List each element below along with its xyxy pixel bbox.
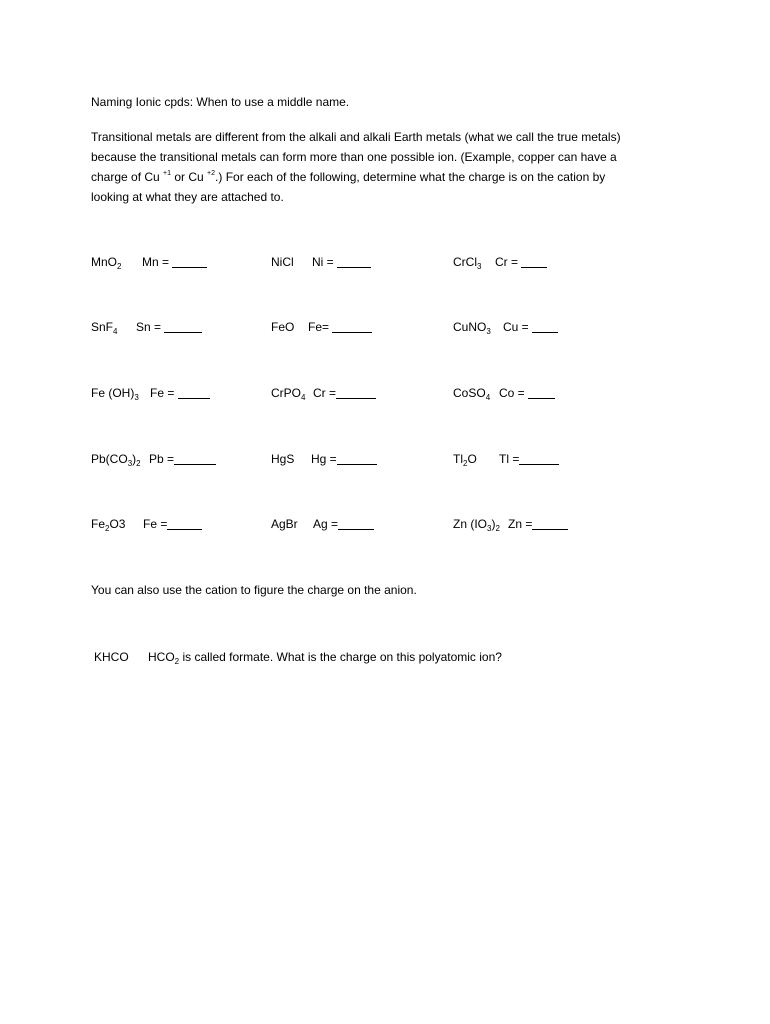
compound-formula xyxy=(453,320,503,334)
formula-text: HgS xyxy=(271,452,295,466)
answer-blank[interactable] xyxy=(519,452,559,465)
problem-item xyxy=(453,517,568,531)
formula-subscript: 3 xyxy=(487,524,492,533)
cation-prompt: Tl = xyxy=(499,452,520,466)
answer-blank[interactable] xyxy=(532,517,568,530)
question-text: is called formate. What is the charge on this polyatomic ion? xyxy=(179,650,502,664)
problem-item xyxy=(91,452,216,466)
problem-item xyxy=(271,386,376,400)
cation-prompt: Cr = xyxy=(495,255,519,269)
compound-formula xyxy=(91,255,142,269)
cation-prompt: Co = xyxy=(499,386,525,400)
formula-text: Zn (IO xyxy=(453,517,488,531)
formula-subscript: 2 xyxy=(174,657,180,666)
formula-text: AgBr xyxy=(271,517,298,531)
formula-text: CoSO xyxy=(453,386,486,400)
intro-text: or Cu xyxy=(171,170,208,184)
formula-text: CuNO xyxy=(453,320,487,334)
cation-prompt: Ag = xyxy=(313,517,339,531)
compound-formula xyxy=(91,452,149,466)
ion-formula: HCO xyxy=(148,650,175,664)
problem-item xyxy=(271,320,372,334)
formula-subscript: 3 xyxy=(134,393,139,402)
compound-formula xyxy=(91,517,143,531)
problem-item xyxy=(453,255,547,269)
compound-formula xyxy=(271,320,308,334)
answer-blank[interactable] xyxy=(172,255,207,268)
compound-formula xyxy=(271,517,313,531)
answer-blank[interactable] xyxy=(521,255,547,268)
cation-prompt: Pb = xyxy=(149,452,175,466)
problem-item xyxy=(453,320,558,334)
answer-blank[interactable] xyxy=(337,255,371,268)
cation-prompt: Mn = xyxy=(142,255,170,269)
intro-line xyxy=(91,167,691,187)
formula-subscript: 3 xyxy=(477,262,482,271)
compound-formula xyxy=(91,386,150,400)
cation-prompt: Fe = xyxy=(150,386,175,400)
formula-text: Pb(CO xyxy=(91,452,128,466)
formula-subscript: 3 xyxy=(486,327,491,336)
answer-blank[interactable] xyxy=(338,517,374,530)
formula-text: CrCl xyxy=(453,255,477,269)
formula-subscript: 2 xyxy=(495,524,500,533)
cation-prompt: Fe = xyxy=(143,517,168,531)
answer-blank[interactable] xyxy=(336,386,376,399)
formula-subscript: 3 xyxy=(127,459,133,468)
compound-formula xyxy=(453,452,499,466)
intro-line: because the transitional metals can form more than one possible ion. (Example, copper can have a xyxy=(91,150,617,164)
formula-subscript: 2 xyxy=(463,459,468,468)
compound-formula xyxy=(91,320,136,334)
anion-instruction: You can also use the cation to figure the charge on the anion. xyxy=(91,583,417,597)
charge-superscript: +2 xyxy=(207,170,216,177)
formate-question xyxy=(148,650,502,664)
problem-item xyxy=(271,517,374,531)
cation-prompt: Cu = xyxy=(503,320,529,334)
formula-text: Fe (OH) xyxy=(91,386,135,400)
problem-item xyxy=(91,320,202,334)
formula-subscript: 4 xyxy=(113,327,118,336)
formula-text: NiCl xyxy=(271,255,294,269)
formula-text: Fe xyxy=(91,517,106,531)
formula-text: ) xyxy=(132,452,137,466)
problem-item xyxy=(453,452,559,466)
compound-formula xyxy=(453,255,495,269)
intro-paragraph xyxy=(91,127,691,207)
compound-formula xyxy=(271,386,313,400)
cation-prompt: Fe= xyxy=(308,320,330,334)
answer-blank[interactable] xyxy=(174,452,216,465)
answer-blank[interactable] xyxy=(528,386,555,399)
answer-blank[interactable] xyxy=(332,320,372,333)
charge-superscript: +1 xyxy=(163,170,172,177)
formula-text: O xyxy=(467,452,477,466)
cation-prompt: Hg = xyxy=(311,452,337,466)
compound-khco: KHCO xyxy=(94,650,129,664)
answer-blank[interactable] xyxy=(164,320,202,333)
compound-formula xyxy=(453,386,499,400)
problem-item xyxy=(91,386,210,400)
cation-prompt: Ni = xyxy=(312,255,334,269)
problem-item xyxy=(91,255,207,269)
intro-line: looking at what they are attached to. xyxy=(91,190,284,204)
formula-text: ) xyxy=(491,517,496,531)
formula-subscript: 2 xyxy=(136,459,141,468)
intro-text: charge of Cu xyxy=(91,170,164,184)
formula-text: CrPO xyxy=(271,386,301,400)
formula-subscript: 2 xyxy=(117,262,122,271)
compound-formula xyxy=(271,452,311,466)
problem-item xyxy=(453,386,555,400)
problem-item xyxy=(91,517,202,531)
compound-formula xyxy=(271,255,312,269)
formula-text: O3 xyxy=(109,517,126,531)
formula-text: SnF xyxy=(91,320,114,334)
answer-blank[interactable] xyxy=(178,386,210,399)
cation-prompt: Cr = xyxy=(313,386,337,400)
compound-formula xyxy=(453,517,508,531)
intro-text: .) For each of the following, determine what the charge is on the cation by xyxy=(215,170,606,184)
formula-text: Tl xyxy=(453,452,463,466)
answer-blank[interactable] xyxy=(167,517,202,530)
formula-subscript: 2 xyxy=(105,524,110,533)
formula-text: FeO xyxy=(271,320,295,334)
worksheet-heading: Naming Ionic cpds: When to use a middle name. xyxy=(91,95,350,109)
problem-item xyxy=(271,255,371,269)
formula-text: MnO xyxy=(91,255,118,269)
formula-subscript: 4 xyxy=(301,393,306,402)
cation-prompt: Zn = xyxy=(508,517,533,531)
formula-subscript: 4 xyxy=(485,393,491,402)
answer-blank[interactable] xyxy=(532,320,558,333)
answer-blank[interactable] xyxy=(337,452,377,465)
intro-line: Transitional metals are different from the alkali and alkali Earth metals (what we call the true metals) xyxy=(91,130,621,144)
cation-prompt: Sn = xyxy=(136,320,162,334)
problem-item xyxy=(271,452,377,466)
